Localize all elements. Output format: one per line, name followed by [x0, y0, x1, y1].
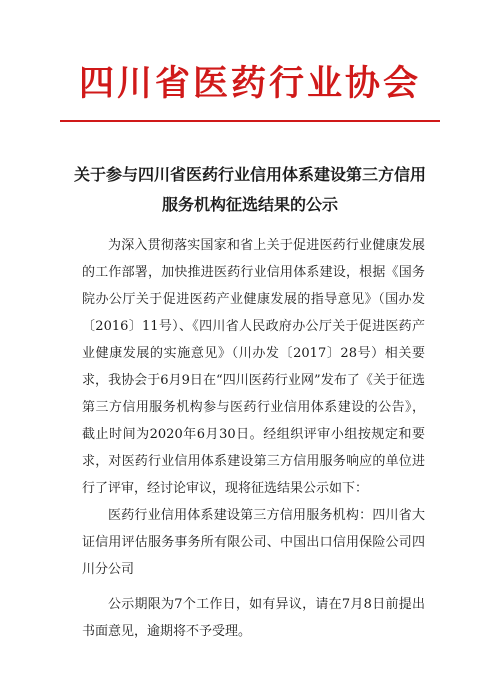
body-paragraph-1: 为深入贯彻落实国家和省上关于促进医药行业健康发展的工作部署，加快推进医药行业信用体系建设，根据《国务院办公厅关于促进医药产业健康发展的指导意见》（国办发〔2016〕11号）、《四川省人民政府办公厅关于促进医药产业健康发展的实施意见》（川办发〔2017〕28号）相关要求，我协会于6月9日在“四川医药行业网”发布了《关于征选第三方信用服务机构参与医药行业信用体系建设的公告》，截止时间为2020年6月30日。经组织评审小组按规定和要求，对医药行业信用体系建设第三方信用服务响应的单位进行了评审，经讨论审议，现将征选结果公示如下：	[82, 238, 425, 496]
document-title	[60, 160, 440, 220]
document-title-line-1: 关于参与四川省医药行业信用体系建设第三方信用	[73, 165, 426, 184]
letterhead-red-rule	[60, 120, 440, 122]
letterhead-org-name: 四川省医药行业协会	[78, 64, 421, 104]
body-paragraph-3: 公示期限为7个工作日，如有异议，请在7月8日前提出书面意见，逾期将不予受理。	[82, 597, 425, 639]
document-body	[82, 232, 425, 645]
document-title-line-2: 服务机构征选结果的公示	[161, 195, 338, 214]
body-paragraph-2: 医药行业信用体系建设第三方信用服务机构：四川省大证信用评估服务事务所有限公司、中国出口信用保险公司四川分公司	[82, 508, 425, 577]
